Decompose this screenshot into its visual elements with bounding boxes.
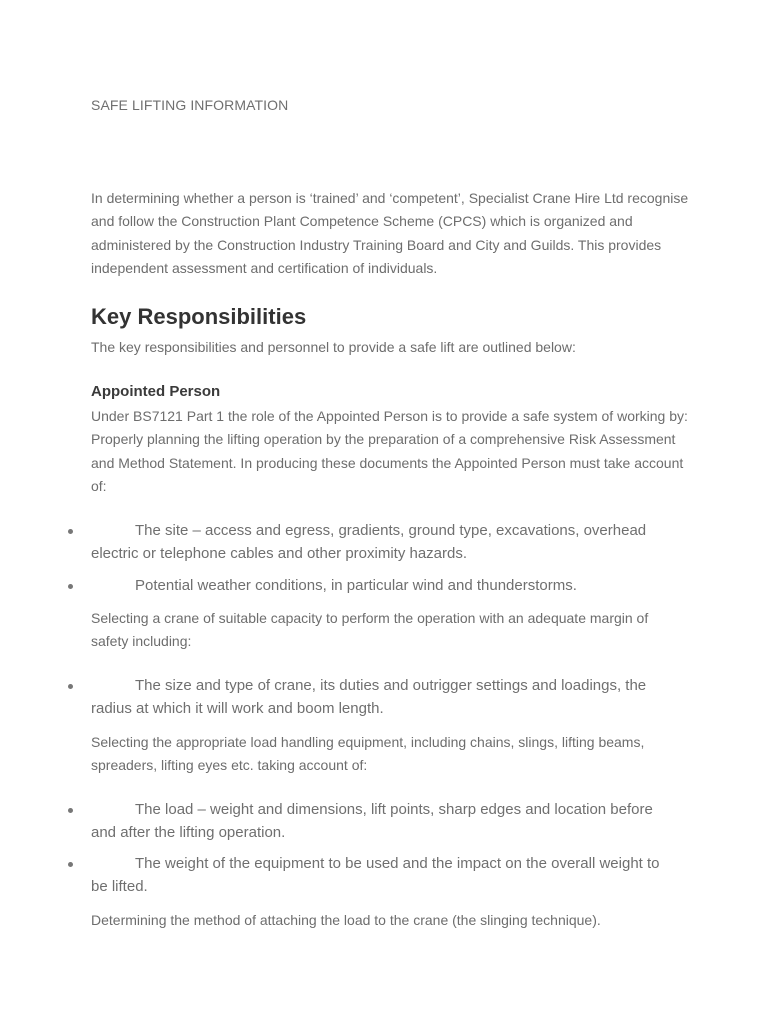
appointed-line: Under BS7121 Part 1 the role of the Appointed Person is to provide a safe system of working by: xyxy=(91,408,688,424)
list-item xyxy=(91,575,671,598)
intro-line: independent assessment and certification of individuals. xyxy=(91,259,438,276)
appointed-person-heading: Appointed Person xyxy=(91,383,221,400)
key-intro-paragraph: The key responsibilities and personnel to provide a safe lift are outlined below: xyxy=(91,339,576,355)
bullet-text: The weight of the equipment to be used and the impact on the overall weight to xyxy=(135,855,660,872)
appointed-line: of: xyxy=(91,477,107,494)
equipment-line: spreaders, lifting eyes etc. taking account of: xyxy=(91,757,368,774)
bullet-text: radius at which it will work and boom length. xyxy=(91,699,384,717)
list-item xyxy=(91,675,671,720)
appointed-paragraph xyxy=(91,405,691,498)
bullet-dot xyxy=(68,529,73,534)
list-item xyxy=(91,799,671,844)
key-responsibilities-heading: Key Responsibilities xyxy=(91,304,307,329)
intro-paragraph xyxy=(91,187,691,280)
list-item xyxy=(91,520,671,565)
bullet-text: Potential weather conditions, in particular wind and thunderstorms. xyxy=(135,577,577,594)
bullet-text: The size and type of crane, its duties and outrigger settings and loadings, the xyxy=(135,677,647,694)
section-title: SAFE LIFTING INFORMATION xyxy=(91,97,289,113)
intro-line: In determining whether a person is ‘trained’ and ‘competent’, Specialist Crane Hire Ltd recognise xyxy=(91,190,689,206)
crane-line: safety including: xyxy=(91,633,192,650)
bullet-dot xyxy=(68,862,73,867)
appointed-line: and Method Statement. In producing these documents the Appointed Person must take account xyxy=(91,454,684,471)
equipment-line: Selecting the appropriate load handling equipment, including chains, slings, lifting beams, xyxy=(91,734,645,750)
bullet-text: The site – access and egress, gradients, ground type, excavations, overhead xyxy=(135,522,647,539)
bullet-text: be lifted. xyxy=(91,877,148,895)
intro-line: and follow the Construction Plant Competence Scheme (CPCS) which is organized and xyxy=(91,213,633,230)
appointed-line: Properly planning the lifting operation by the preparation of a comprehensive Risk Assessment xyxy=(91,431,676,448)
bullet-text: electric or telephone cables and other proximity hazards. xyxy=(91,544,468,562)
closing-paragraph: Determining the method of attaching the load to the crane (the slinging technique). xyxy=(91,912,601,928)
crane-paragraph xyxy=(91,607,691,654)
bullet-dot xyxy=(68,584,73,589)
bullet-text: and after the lifting operation. xyxy=(91,823,286,841)
intro-line: administered by the Construction Industry Training Board and City and Guilds. This provides xyxy=(91,236,662,253)
bullet-text: The load – weight and dimensions, lift points, sharp edges and location before xyxy=(135,801,653,818)
crane-line: Selecting a crane of suitable capacity to perform the operation with an adequate margin of xyxy=(91,610,649,626)
list-item xyxy=(91,853,671,898)
equipment-paragraph xyxy=(91,731,691,778)
bullet-dot xyxy=(68,808,73,813)
bullet-dot xyxy=(68,684,73,689)
